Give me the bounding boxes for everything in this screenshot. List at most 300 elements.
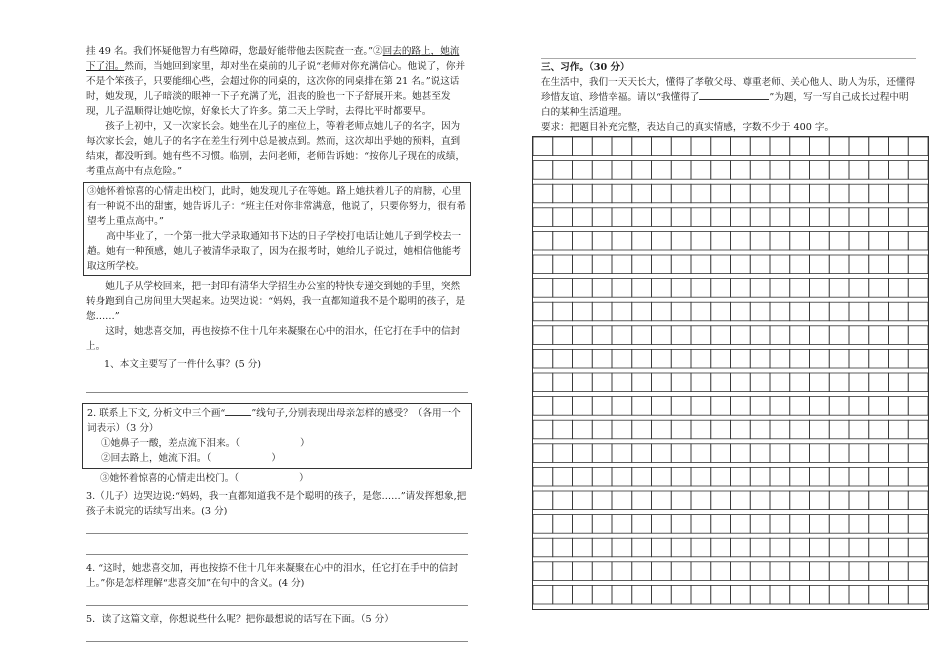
grid-cell (553, 562, 573, 581)
composition-prompt (541, 75, 916, 120)
grid-cell (652, 585, 672, 604)
grid-cell (691, 538, 711, 557)
grid-cell (592, 373, 612, 392)
grid-cell (731, 562, 751, 581)
grid-cell (612, 208, 632, 227)
grid-cell (671, 184, 691, 203)
grid-cell (671, 161, 691, 180)
grid-cell (849, 491, 869, 510)
grid-cell (573, 255, 593, 274)
grid-cell (632, 349, 652, 368)
grid-cell (652, 302, 672, 321)
grid-cell (652, 279, 672, 298)
grid-cell (573, 302, 593, 321)
grid-cell (790, 255, 810, 274)
grid-cell (790, 467, 810, 486)
grid-cell (573, 585, 593, 604)
grid-cell (750, 491, 770, 510)
grid-cell (711, 538, 731, 557)
grid-cell (652, 161, 672, 180)
grid-cell (750, 137, 770, 156)
grid-cell (652, 538, 672, 557)
grid-cell (553, 373, 573, 392)
grid-cell (711, 420, 731, 439)
grid-cell (691, 326, 711, 345)
grid-cell (711, 349, 731, 368)
question-1: 1、本文主要写了一件什么事？(5 分) (104, 359, 262, 370)
grid-cell (553, 467, 573, 486)
grid-cell (849, 349, 869, 368)
grid-cell (770, 302, 790, 321)
grid-cell (731, 349, 751, 368)
grid-cell (810, 491, 830, 510)
grid-cell (750, 255, 770, 274)
grid-cell (592, 231, 612, 250)
grid-cell (849, 326, 869, 345)
grid-cell (889, 326, 909, 345)
q2-item-1 (87, 436, 467, 451)
grid-cell (553, 302, 573, 321)
grid-cell (632, 538, 652, 557)
grid-cell (691, 231, 711, 250)
grid-cell (592, 255, 612, 274)
paragraph-5: 她儿子从学校回来，把一封印有清华大学招生办公室的特快专递交到她的手里，突然转身跑到自己房间里大哭起来。边哭边说：“妈妈，我一直都知道我不是个聪明的孩子，是您……” (86, 281, 466, 322)
grid-cell (770, 444, 790, 463)
grid-cell (652, 444, 672, 463)
grid-cell (829, 515, 849, 534)
grid-cell (731, 491, 751, 510)
grid-cell (908, 562, 928, 581)
grid-cell (731, 279, 751, 298)
grid-cell (731, 444, 751, 463)
grid-cell (691, 562, 711, 581)
grid-cell (533, 302, 553, 321)
grid-cell (790, 208, 810, 227)
divider (541, 58, 916, 59)
grid-cell (632, 585, 652, 604)
grid-cell (869, 137, 889, 156)
grid-cell (632, 184, 652, 203)
grid-cell (711, 373, 731, 392)
grid-cell (770, 279, 790, 298)
grid-cell (533, 515, 553, 534)
grid-cell (612, 515, 632, 534)
grid-cell (612, 161, 632, 180)
paragraph-3: ③她怀着惊喜的心情走出校门，此时，她发现儿子在等她。路上她扶着儿子的肩膀，心里有一种说不出的甜蜜，她告诉儿子：“班主任对你非常满意，他说了，只要你努力，很有希望考上重点高中。” (87, 186, 467, 227)
grid-cell (652, 255, 672, 274)
grid-cell (829, 161, 849, 180)
grid-cell (573, 279, 593, 298)
grid-cell (533, 491, 553, 510)
grid-cell (553, 184, 573, 203)
grid-cell (711, 184, 731, 203)
grid-cell (711, 255, 731, 274)
grid-cell (652, 208, 672, 227)
grid-cell (592, 491, 612, 510)
grid-cell (612, 137, 632, 156)
composition-section (541, 60, 916, 135)
grid-cell (869, 231, 889, 250)
grid-cell (889, 231, 909, 250)
q2-item-2-text: ②回去路上，她流下泪。（ (101, 453, 212, 464)
paragraph-2: 孩子上初中，又一次家长会。她坐在儿子的座位上，等着老师点她儿子的名字，因为每次家长会，她儿子的名字在差生行列中总是被点到。然而，这次却出乎她的预料，直到结束，都没听到。她有些不习惯。临别，去问老师，老师告诉她：“按你儿子现在的成绩，考重点高中有点危险。” (86, 121, 466, 177)
grid-cell (711, 562, 731, 581)
grid-cell (612, 444, 632, 463)
grid-cell (908, 208, 928, 227)
grid-cell (533, 562, 553, 581)
grid-cell (691, 255, 711, 274)
grid-cell (711, 326, 731, 345)
grid-cell (829, 255, 849, 274)
grid-cell (711, 208, 731, 227)
composition-requirement: 要求：把题目补充完整，表达自己的真实情感，字数不少于 400 字。 (541, 122, 835, 133)
grid-cell (553, 491, 573, 510)
grid-cell (770, 349, 790, 368)
grid-cell (869, 491, 889, 510)
grid-cell (612, 491, 632, 510)
grid-cell (691, 491, 711, 510)
grid-cell (750, 373, 770, 392)
grid-cell (849, 279, 869, 298)
grid-cell (671, 491, 691, 510)
grid-cell (790, 231, 810, 250)
grid-cell (553, 444, 573, 463)
grid-cell (533, 467, 553, 486)
grid-cell (908, 397, 928, 416)
grid-cell (671, 137, 691, 156)
grid-cell (652, 326, 672, 345)
grid-cell (750, 562, 770, 581)
grid-cell (770, 585, 790, 604)
grid-cell (553, 255, 573, 274)
grid-cell (731, 161, 751, 180)
grid-cell (711, 467, 731, 486)
grid-cell (592, 208, 612, 227)
grid-cell (810, 231, 830, 250)
grid-cell (691, 420, 711, 439)
grid-cell (849, 562, 869, 581)
grid-cell (553, 161, 573, 180)
grid-cell (750, 515, 770, 534)
grid-cell (849, 137, 869, 156)
grid-cell (908, 302, 928, 321)
grid-cell (632, 515, 652, 534)
grid-cell (691, 467, 711, 486)
grid-cell (908, 326, 928, 345)
grid-cell (849, 184, 869, 203)
grid-cell (829, 349, 849, 368)
grid-cell (711, 302, 731, 321)
grid-cell (573, 397, 593, 416)
grid-cell (573, 184, 593, 203)
grid-cell (770, 326, 790, 345)
grid-cell (553, 538, 573, 557)
grid-cell (731, 373, 751, 392)
grid-cell (691, 397, 711, 416)
grid-cell (652, 137, 672, 156)
grid-cell (889, 585, 909, 604)
paragraph-6: 这时，她悲喜交加，再也按捺不住十几年来凝聚在心中的泪水，任它打在手中的信封上。 (86, 326, 461, 352)
grid-cell (573, 420, 593, 439)
answer-line[interactable] (86, 540, 468, 555)
question-4: 4. “这时，她悲喜交加，再也按捺不住十几年来凝聚在心中的泪水，任它打在手中的信封上。”你是怎样理解“悲喜交加”在句中的含义。(4 分) (86, 563, 459, 589)
grid-cell (592, 397, 612, 416)
grid-cell (671, 538, 691, 557)
grid-cell (829, 491, 849, 510)
grid-cell (592, 161, 612, 180)
writing-grid[interactable] (532, 136, 929, 610)
paren: ） (299, 473, 309, 484)
grid-cell (810, 255, 830, 274)
grid-cell (810, 467, 830, 486)
grid-cell (573, 467, 593, 486)
grid-cell (869, 255, 889, 274)
grid-cell (889, 444, 909, 463)
grid-cell (790, 444, 810, 463)
grid-cell (790, 302, 810, 321)
grid-cell (849, 161, 869, 180)
grid-cell (612, 397, 632, 416)
grid-cell (770, 515, 790, 534)
grid-cell (691, 302, 711, 321)
grid-cell (770, 161, 790, 180)
grid-cell (592, 515, 612, 534)
grid-cell (889, 137, 909, 156)
grid-cell (750, 279, 770, 298)
grid-cell (849, 255, 869, 274)
grid-cell (671, 326, 691, 345)
grid-cell (908, 515, 928, 534)
grid-cell (533, 373, 553, 392)
grid-cell (750, 467, 770, 486)
grid-cell (908, 444, 928, 463)
question-3: 3.（儿子）边哭边说:“妈妈，我一直都知道我不是个聪明的孩子，是您……”请发挥想象,把孩子未说完的话续写出来。(3 分) (86, 491, 467, 517)
grid-cell (790, 373, 810, 392)
grid-cell (790, 279, 810, 298)
grid-cell (731, 326, 751, 345)
grid-cell (810, 137, 830, 156)
grid-cell (790, 397, 810, 416)
grid-cell (632, 397, 652, 416)
grid-cell (770, 397, 790, 416)
grid-cell (731, 137, 751, 156)
grid-cell (829, 326, 849, 345)
grid-cell (849, 302, 869, 321)
grid-cell (573, 161, 593, 180)
grid-cell (810, 420, 830, 439)
grid-cell (829, 184, 849, 203)
grid-cell (849, 467, 869, 486)
grid-cell (869, 397, 889, 416)
grid-cell (849, 373, 869, 392)
grid-cell (849, 208, 869, 227)
grid-cell (790, 326, 810, 345)
grid-cell (869, 585, 889, 604)
grid-cell (652, 373, 672, 392)
grid-cell (573, 515, 593, 534)
grid-cell (612, 184, 632, 203)
grid-cell (810, 444, 830, 463)
grid-cell (790, 515, 810, 534)
grid-cell (711, 585, 731, 604)
grid-cell (770, 373, 790, 392)
grid-cell (592, 420, 612, 439)
grid-cell (553, 515, 573, 534)
answer-line[interactable] (86, 627, 468, 642)
grid-cell (869, 444, 889, 463)
grid-cell (553, 349, 573, 368)
grid-cell (731, 255, 751, 274)
grid-cell (671, 420, 691, 439)
grid-cell (652, 562, 672, 581)
grid-cell (592, 467, 612, 486)
grid-cell (908, 279, 928, 298)
grid-cell (533, 397, 553, 416)
grid-cell (731, 467, 751, 486)
grid-cell (869, 279, 889, 298)
grid-cell (612, 255, 632, 274)
grid-cell (908, 349, 928, 368)
grid-cell (573, 444, 593, 463)
prompt-text-rest: ”为题，写一写自己成长过程中明白的某种生活道理。 (541, 92, 909, 118)
grid-cell (829, 562, 849, 581)
grid-cell (810, 373, 830, 392)
grid-cell (869, 562, 889, 581)
grid-cell (829, 231, 849, 250)
grid-cell (849, 538, 869, 557)
title-blank[interactable] (699, 99, 769, 100)
grid-cell (691, 137, 711, 156)
q2-text-rest: ”线句子,分别表现出母亲怎样的感受？（各用一个词表示）（3 分） (87, 408, 461, 434)
grid-cell (750, 302, 770, 321)
grid-cell (790, 184, 810, 203)
grid-cell (810, 208, 830, 227)
grid-cell (750, 231, 770, 250)
grid-cell (711, 444, 731, 463)
grid-cell (889, 562, 909, 581)
grid-cell (829, 137, 849, 156)
answer-line[interactable] (86, 591, 468, 606)
grid-cell (889, 467, 909, 486)
grid-cell (553, 585, 573, 604)
grid-cell (573, 137, 593, 156)
q2-text: 2. 联系上下文, 分析文中三个画“ (87, 408, 226, 419)
grid-cell (889, 538, 909, 557)
grid-cell (691, 515, 711, 534)
grid-cell (889, 208, 909, 227)
grid-cell (869, 515, 889, 534)
grid-cell (731, 420, 751, 439)
grid-cell (592, 444, 612, 463)
grid-cell (908, 538, 928, 557)
grid-cell (889, 279, 909, 298)
question-2-box (82, 403, 472, 469)
grid-cell (533, 161, 553, 180)
grid-cell (790, 538, 810, 557)
underlined-sentence-2: 回去的路上，她流下了泪。 (86, 46, 460, 72)
grid-cell (573, 373, 593, 392)
grid-cell (573, 349, 593, 368)
grid-cell (533, 255, 553, 274)
grid-cell (731, 184, 751, 203)
grid-cell (612, 467, 632, 486)
grid-cell (691, 161, 711, 180)
question-5: 5．读了这篇文章，你想说些什么呢？把你最想说的话写在下面。（5 分） (86, 614, 394, 625)
paren: ） (300, 438, 310, 449)
grid-cell (632, 137, 652, 156)
grid-cell (889, 420, 909, 439)
grid-cell (908, 137, 928, 156)
grid-cell (592, 585, 612, 604)
grid-cell (573, 562, 593, 581)
grid-cell (750, 326, 770, 345)
grid-cell (652, 184, 672, 203)
grid-cell (889, 302, 909, 321)
grid-cell (849, 420, 869, 439)
grid-cell (592, 137, 612, 156)
grid-cell (849, 585, 869, 604)
grid-cell (632, 231, 652, 250)
question-2 (87, 406, 467, 436)
composition-title: 三、习作。（30 分） (541, 62, 630, 73)
grid-cell (869, 184, 889, 203)
grid-cell (731, 302, 751, 321)
grid-cell (612, 231, 632, 250)
grid-cell (553, 231, 573, 250)
grid-cell (810, 184, 830, 203)
grid-cell (810, 515, 830, 534)
grid-cell (612, 302, 632, 321)
grid-cell (829, 538, 849, 557)
grid-cell (652, 491, 672, 510)
grid-cell (908, 373, 928, 392)
grid-cell (790, 420, 810, 439)
grid-cell (553, 208, 573, 227)
grid-cell (908, 420, 928, 439)
grid-cell (533, 444, 553, 463)
grid-cell (908, 585, 928, 604)
grid-cell (889, 397, 909, 416)
grid-cell (671, 397, 691, 416)
grid-cell (750, 420, 770, 439)
grid-cell (770, 467, 790, 486)
answer-line[interactable] (86, 519, 468, 534)
grid-cell (632, 420, 652, 439)
prompt-text: 在生活中，我们一天天长大，懂得了孝敬父母、尊重老师、关心他人、助人为乐，还懂得珍惜友谊、珍惜幸福。请以“我懂得了 (541, 77, 916, 103)
grid-cell (770, 208, 790, 227)
grid-cell (869, 349, 889, 368)
grid-cell (750, 585, 770, 604)
grid-cell (908, 161, 928, 180)
answer-line[interactable] (86, 378, 468, 393)
grid-cell (612, 420, 632, 439)
grid-cell (671, 279, 691, 298)
grid-cell (869, 467, 889, 486)
grid-cell (750, 397, 770, 416)
grid-cell (592, 302, 612, 321)
grid-cell (810, 302, 830, 321)
q2-item-2 (87, 451, 467, 466)
grid-cell (889, 184, 909, 203)
grid-cell (829, 208, 849, 227)
grid-cell (691, 208, 711, 227)
grid-cell (869, 538, 889, 557)
grid-cell (810, 279, 830, 298)
grid-cell (810, 397, 830, 416)
grid-cell (592, 349, 612, 368)
grid-cell (632, 208, 652, 227)
grid-cell (790, 491, 810, 510)
